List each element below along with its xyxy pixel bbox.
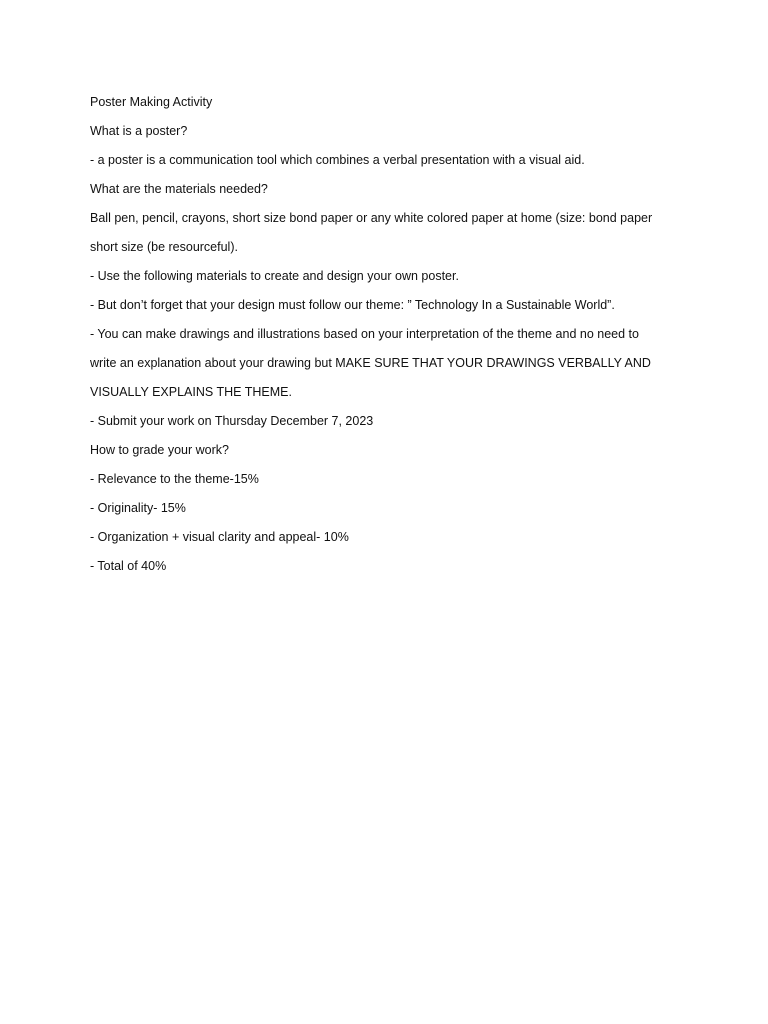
instruction-drawings-line-1: - You can make drawings and illustrations based on your interpretation of the theme and no need to xyxy=(90,327,639,341)
question-grading: How to grade your work? xyxy=(90,443,229,457)
poster-definition: - a poster is a communication tool which combines a verbal presentation with a visual aid. xyxy=(90,153,585,167)
criteria-relevance: - Relevance to the theme-15% xyxy=(90,472,259,486)
criteria-organization: - Organization + visual clarity and appeal- 10% xyxy=(90,530,349,544)
question-what-is-poster: What is a poster? xyxy=(90,124,188,138)
instruction-drawings-line-3: VISUALLY EXPLAINS THE THEME. xyxy=(90,385,292,399)
submission-date: - Submit your work on Thursday December 7, 2023 xyxy=(90,414,374,428)
document-title: Poster Making Activity xyxy=(90,95,213,109)
criteria-total: - Total of 40% xyxy=(90,559,167,573)
criteria-originality: - Originality- 15% xyxy=(90,501,186,515)
instruction-drawings-line-2: write an explanation about your drawing but MAKE SURE THAT YOUR DRAWINGS VERBALLY AND xyxy=(90,356,651,370)
materials-list-line-2: short size (be resourceful). xyxy=(90,240,238,254)
document-body xyxy=(90,93,690,586)
materials-list-line-1: Ball pen, pencil, crayons, short size bond paper or any white colored paper at home (size: bond paper xyxy=(90,211,653,225)
question-materials: What are the materials needed? xyxy=(90,182,268,196)
instruction-use-materials: - Use the following materials to create and design your own poster. xyxy=(90,269,459,283)
instruction-theme: - But don’t forget that your design must follow our theme: ” Technology In a Sustainable World”. xyxy=(90,298,615,312)
